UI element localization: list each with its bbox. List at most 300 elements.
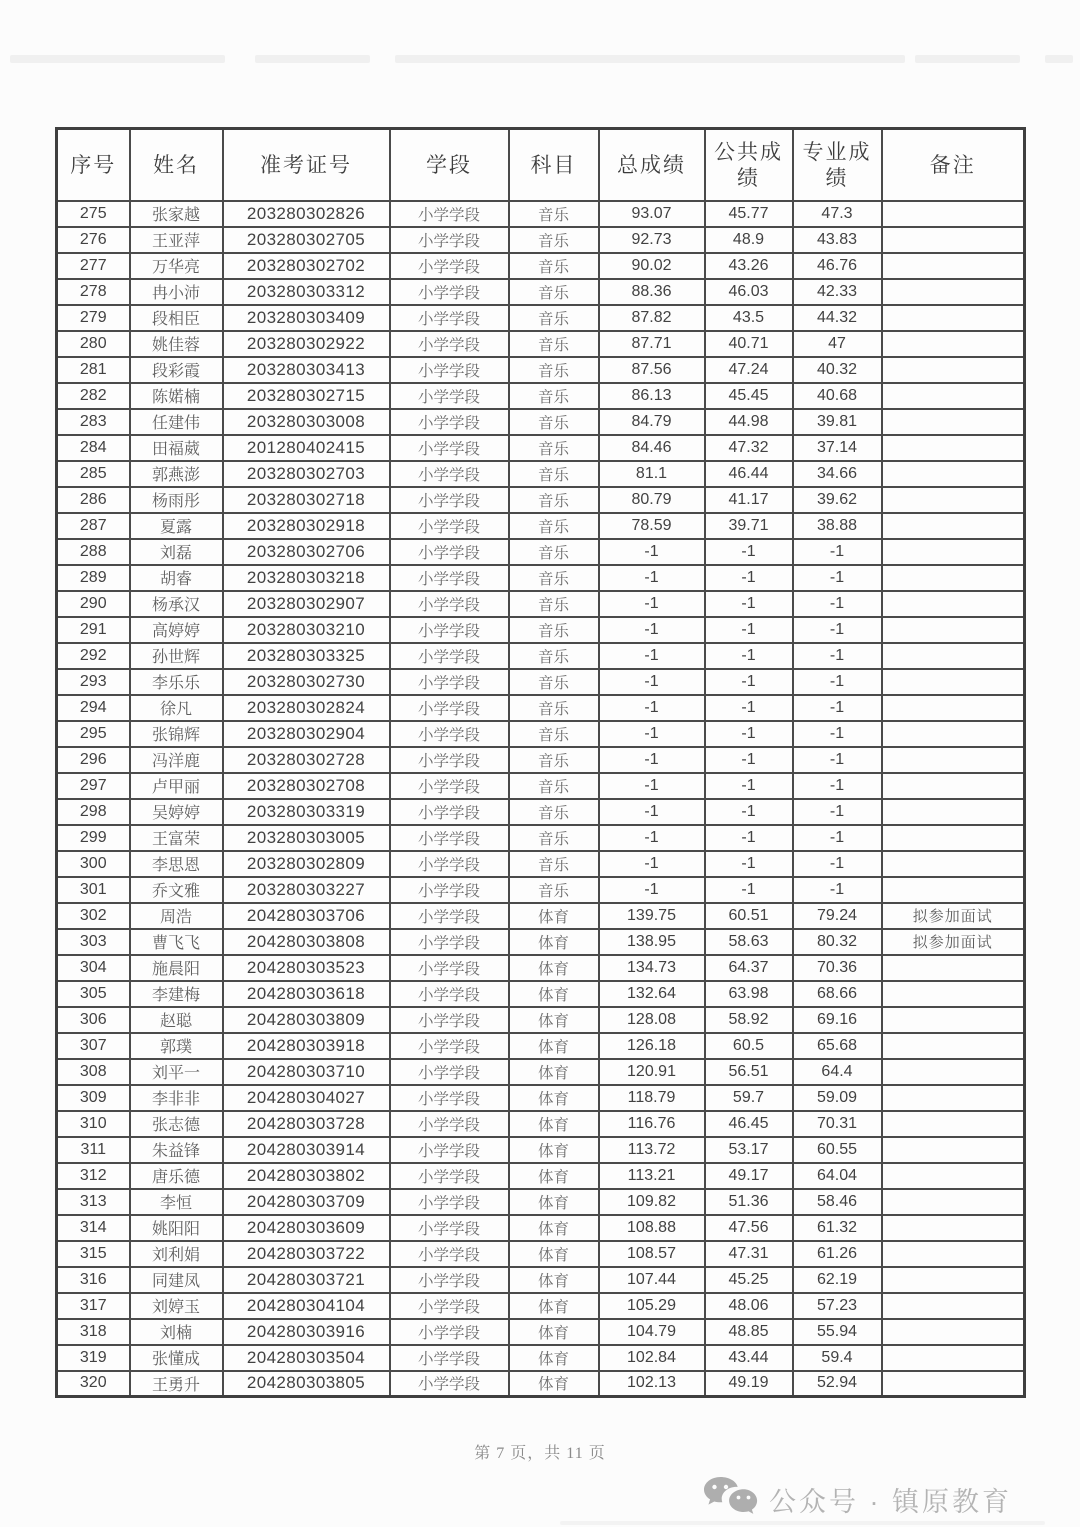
table-cell: 夏露 — [130, 513, 223, 539]
table-cell: 204280303706 — [223, 903, 390, 929]
table-cell — [882, 1007, 1025, 1033]
table-cell: 203280302702 — [223, 253, 390, 279]
table-cell: 小学学段 — [390, 1163, 509, 1189]
table-cell: 203280302705 — [223, 227, 390, 253]
table-cell: 317 — [57, 1293, 130, 1319]
table-cell: 41.17 — [705, 487, 793, 513]
table-cell: 小学学段 — [390, 513, 509, 539]
table-row — [57, 643, 1025, 669]
table-cell: 108.57 — [599, 1241, 705, 1267]
table-cell: 84.46 — [599, 435, 705, 461]
table-cell: 312 — [57, 1163, 130, 1189]
table-cell: 204280303722 — [223, 1241, 390, 1267]
table-cell: -1 — [705, 825, 793, 851]
table-cell: 279 — [57, 305, 130, 331]
table-cell: 203280303227 — [223, 877, 390, 903]
table-cell — [882, 253, 1025, 279]
table-cell — [882, 1059, 1025, 1085]
table-cell: 305 — [57, 981, 130, 1007]
column-header: 科目 — [509, 129, 599, 201]
table-cell: 刘楠 — [130, 1319, 223, 1345]
table-cell: -1 — [793, 643, 882, 669]
table-cell: 59.09 — [793, 1085, 882, 1111]
table-row — [57, 955, 1025, 981]
table-cell: 43.44 — [705, 1345, 793, 1371]
table-cell: 204280303808 — [223, 929, 390, 955]
table-cell: 113.21 — [599, 1163, 705, 1189]
table-cell: 陈婼楠 — [130, 383, 223, 409]
table-cell: 102.84 — [599, 1345, 705, 1371]
table-cell: 203280302904 — [223, 721, 390, 747]
table-cell: -1 — [599, 721, 705, 747]
table-cell: -1 — [793, 695, 882, 721]
table-row — [57, 539, 1025, 565]
table-cell: 203280302907 — [223, 591, 390, 617]
table-cell: 203280302826 — [223, 201, 390, 227]
table-cell: 44.98 — [705, 409, 793, 435]
column-header: 序号 — [57, 129, 130, 201]
table-cell: 303 — [57, 929, 130, 955]
table-cell: 小学学段 — [390, 279, 509, 305]
table-cell: 53.17 — [705, 1137, 793, 1163]
table-cell: 138.95 — [599, 929, 705, 955]
table-cell: 60.5 — [705, 1033, 793, 1059]
table-cell: 小学学段 — [390, 799, 509, 825]
table-cell: 小学学段 — [390, 565, 509, 591]
table-row — [57, 201, 1025, 227]
table-row — [57, 253, 1025, 279]
table-cell: 203280302730 — [223, 669, 390, 695]
table-cell: 52.94 — [793, 1371, 882, 1397]
table-row — [57, 331, 1025, 357]
table-cell: 小学学段 — [390, 305, 509, 331]
table-cell: 203280302708 — [223, 773, 390, 799]
table-cell: -1 — [599, 851, 705, 877]
table-cell — [882, 1137, 1025, 1163]
table-row — [57, 1007, 1025, 1033]
table-cell: -1 — [599, 591, 705, 617]
table-cell: 小学学段 — [390, 877, 509, 903]
table-cell: -1 — [705, 565, 793, 591]
table-cell: 小学学段 — [390, 1059, 509, 1085]
table-cell: 65.68 — [793, 1033, 882, 1059]
table-cell: 音乐 — [509, 695, 599, 721]
table-cell: 203280303005 — [223, 825, 390, 851]
table-cell: 40.68 — [793, 383, 882, 409]
table-cell: 音乐 — [509, 851, 599, 877]
table-cell — [882, 565, 1025, 591]
table-cell: 小学学段 — [390, 903, 509, 929]
table-cell — [882, 461, 1025, 487]
table-cell: 204280303802 — [223, 1163, 390, 1189]
table-row — [57, 825, 1025, 851]
table-cell: 47.3 — [793, 201, 882, 227]
table-cell: 204280303918 — [223, 1033, 390, 1059]
table-cell: 小学学段 — [390, 435, 509, 461]
table-cell: 46.76 — [793, 253, 882, 279]
table-cell: 田福葳 — [130, 435, 223, 461]
table-cell: 张锦辉 — [130, 721, 223, 747]
table-cell: 小学学段 — [390, 825, 509, 851]
table-cell: 43.26 — [705, 253, 793, 279]
table-cell: 张家越 — [130, 201, 223, 227]
table-cell: 体育 — [509, 981, 599, 1007]
table-cell: 体育 — [509, 1293, 599, 1319]
table-cell: 203280302922 — [223, 331, 390, 357]
table-cell: -1 — [793, 539, 882, 565]
table-cell: 315 — [57, 1241, 130, 1267]
table-cell: 58.46 — [793, 1189, 882, 1215]
table-header — [57, 129, 1025, 201]
table-cell: 王富荣 — [130, 825, 223, 851]
table-cell: 小学学段 — [390, 669, 509, 695]
table-cell: 音乐 — [509, 539, 599, 565]
table-row — [57, 669, 1025, 695]
table-cell: 320 — [57, 1371, 130, 1397]
table-cell: 61.32 — [793, 1215, 882, 1241]
table-cell: 小学学段 — [390, 981, 509, 1007]
table-cell: 音乐 — [509, 331, 599, 357]
table-cell: 302 — [57, 903, 130, 929]
table-cell: 音乐 — [509, 461, 599, 487]
table-cell: 张懂成 — [130, 1345, 223, 1371]
table-cell — [882, 1293, 1025, 1319]
table-cell: 体育 — [509, 1189, 599, 1215]
table-cell: 203280303325 — [223, 643, 390, 669]
table-cell: 40.71 — [705, 331, 793, 357]
table-cell: -1 — [705, 747, 793, 773]
table-cell: 小学学段 — [390, 1007, 509, 1033]
table-cell: 278 — [57, 279, 130, 305]
table-cell: -1 — [599, 539, 705, 565]
table-cell: 297 — [57, 773, 130, 799]
table-cell: 杨承汉 — [130, 591, 223, 617]
table-cell: 小学学段 — [390, 643, 509, 669]
table-row — [57, 513, 1025, 539]
table-row — [57, 1085, 1025, 1111]
table-cell: 204280303609 — [223, 1215, 390, 1241]
table-cell: 音乐 — [509, 409, 599, 435]
wechat-watermark — [703, 1476, 1012, 1523]
table-cell: 体育 — [509, 1163, 599, 1189]
table-cell: 310 — [57, 1111, 130, 1137]
table-cell: 李非非 — [130, 1085, 223, 1111]
table-cell: 296 — [57, 747, 130, 773]
table-cell: 84.79 — [599, 409, 705, 435]
table-cell: 86.13 — [599, 383, 705, 409]
table-cell: 体育 — [509, 1319, 599, 1345]
table-cell: -1 — [599, 669, 705, 695]
table-cell: 冉小沛 — [130, 279, 223, 305]
table-cell: 204280303504 — [223, 1345, 390, 1371]
table-cell: 体育 — [509, 1137, 599, 1163]
table-cell — [882, 1163, 1025, 1189]
table-cell: 204280304027 — [223, 1085, 390, 1111]
table-cell: 203280303312 — [223, 279, 390, 305]
table-cell: 70.31 — [793, 1111, 882, 1137]
table-cell: 小学学段 — [390, 773, 509, 799]
table-cell: 体育 — [509, 1059, 599, 1085]
scan-artifact — [10, 55, 225, 63]
table-cell: 39.62 — [793, 487, 882, 513]
table-cell: 57.23 — [793, 1293, 882, 1319]
table-cell: 126.18 — [599, 1033, 705, 1059]
table-cell: 47.31 — [705, 1241, 793, 1267]
table-cell: 小学学段 — [390, 201, 509, 227]
table-cell: 音乐 — [509, 513, 599, 539]
table-row — [57, 1137, 1025, 1163]
table-cell: -1 — [599, 877, 705, 903]
table-cell: 105.29 — [599, 1293, 705, 1319]
table-cell: 203280303218 — [223, 565, 390, 591]
table-cell: 69.16 — [793, 1007, 882, 1033]
table-cell — [882, 1241, 1025, 1267]
table-cell: 308 — [57, 1059, 130, 1085]
table-cell: 音乐 — [509, 227, 599, 253]
table-cell: 47.56 — [705, 1215, 793, 1241]
watermark-label: 公众号 · 镇原教育 — [769, 1487, 1012, 1517]
table-cell: 314 — [57, 1215, 130, 1241]
table-cell: 134.73 — [599, 955, 705, 981]
table-cell: 204280303914 — [223, 1137, 390, 1163]
table-cell: 李建梅 — [130, 981, 223, 1007]
wechat-icon — [703, 1476, 759, 1523]
table-cell: 刘磊 — [130, 539, 223, 565]
table-cell: 49.17 — [705, 1163, 793, 1189]
table-cell: 311 — [57, 1137, 130, 1163]
table-cell: -1 — [705, 877, 793, 903]
table-cell: 体育 — [509, 1241, 599, 1267]
table-cell: 60.51 — [705, 903, 793, 929]
table-cell: -1 — [705, 799, 793, 825]
table-row — [57, 721, 1025, 747]
table-row — [57, 591, 1025, 617]
table-cell: 280 — [57, 331, 130, 357]
table-cell: 87.71 — [599, 331, 705, 357]
table-cell: 小学学段 — [390, 591, 509, 617]
table-cell: 刘平一 — [130, 1059, 223, 1085]
table-cell: 刘婷玉 — [130, 1293, 223, 1319]
table-cell: 48.85 — [705, 1319, 793, 1345]
table-row — [57, 747, 1025, 773]
table-cell: 104.79 — [599, 1319, 705, 1345]
table-cell: 39.71 — [705, 513, 793, 539]
table-cell: 34.66 — [793, 461, 882, 487]
table-cell: 203280303413 — [223, 357, 390, 383]
table-cell — [882, 1267, 1025, 1293]
table-row — [57, 981, 1025, 1007]
table-cell: 285 — [57, 461, 130, 487]
table-cell: 李乐乐 — [130, 669, 223, 695]
table-cell: 37.14 — [793, 435, 882, 461]
table-cell: 体育 — [509, 1111, 599, 1137]
table-cell: 81.1 — [599, 461, 705, 487]
table-cell — [882, 1215, 1025, 1241]
table-cell: 109.82 — [599, 1189, 705, 1215]
table-cell: 299 — [57, 825, 130, 851]
table-cell: 59.4 — [793, 1345, 882, 1371]
table-cell: 音乐 — [509, 565, 599, 591]
table-cell: 46.44 — [705, 461, 793, 487]
column-header: 专业成绩 — [793, 129, 882, 201]
table-cell — [882, 201, 1025, 227]
column-header: 准考证号 — [223, 129, 390, 201]
table-cell: 284 — [57, 435, 130, 461]
table-cell: 小学学段 — [390, 357, 509, 383]
table-cell: 59.7 — [705, 1085, 793, 1111]
table-cell: 204280303710 — [223, 1059, 390, 1085]
table-cell: 曹飞飞 — [130, 929, 223, 955]
table-cell: 小学学段 — [390, 1111, 509, 1137]
table-row — [57, 1267, 1025, 1293]
table-row — [57, 903, 1025, 929]
scan-artifact — [915, 55, 1020, 63]
table-cell: 体育 — [509, 1371, 599, 1397]
table-cell: 小学学段 — [390, 1267, 509, 1293]
table-cell: 段相臣 — [130, 305, 223, 331]
table-cell: -1 — [599, 617, 705, 643]
table-cell: -1 — [705, 851, 793, 877]
table-cell: 38.88 — [793, 513, 882, 539]
table-cell: 300 — [57, 851, 130, 877]
table-cell: 45.45 — [705, 383, 793, 409]
table-cell: 92.73 — [599, 227, 705, 253]
table-cell: 姚佳蓉 — [130, 331, 223, 357]
table-cell — [882, 1189, 1025, 1215]
table-cell: 王亚萍 — [130, 227, 223, 253]
table-row — [57, 1319, 1025, 1345]
table-cell: 体育 — [509, 903, 599, 929]
table-cell: 音乐 — [509, 877, 599, 903]
table-cell — [882, 591, 1025, 617]
table-cell: 45.25 — [705, 1267, 793, 1293]
table-cell: 张志德 — [130, 1111, 223, 1137]
table-cell: 赵聪 — [130, 1007, 223, 1033]
table-cell: 冯洋鹿 — [130, 747, 223, 773]
table-cell: 203280303409 — [223, 305, 390, 331]
table-cell: 小学学段 — [390, 1293, 509, 1319]
table-cell: -1 — [705, 539, 793, 565]
table-cell: 40.32 — [793, 357, 882, 383]
table-cell: 204280303721 — [223, 1267, 390, 1293]
table-cell: 316 — [57, 1267, 130, 1293]
table-cell: 301 — [57, 877, 130, 903]
table-cell: 音乐 — [509, 643, 599, 669]
table-cell: -1 — [599, 747, 705, 773]
table-body — [57, 201, 1025, 1397]
table-row — [57, 1371, 1025, 1397]
table-row — [57, 461, 1025, 487]
table-cell: 80.32 — [793, 929, 882, 955]
table-cell: 唐乐德 — [130, 1163, 223, 1189]
table-cell — [882, 1371, 1025, 1397]
table-cell: 49.19 — [705, 1371, 793, 1397]
table-cell: 275 — [57, 201, 130, 227]
table-cell: 李思恩 — [130, 851, 223, 877]
table-row — [57, 1163, 1025, 1189]
table-cell: 胡睿 — [130, 565, 223, 591]
table-cell: 204280304104 — [223, 1293, 390, 1319]
table-cell: 306 — [57, 1007, 130, 1033]
table-cell: 87.82 — [599, 305, 705, 331]
table-cell: 128.08 — [599, 1007, 705, 1033]
table-cell: 体育 — [509, 1345, 599, 1371]
table-row — [57, 877, 1025, 903]
table-cell: -1 — [705, 695, 793, 721]
table-cell: 体育 — [509, 955, 599, 981]
table-cell: 小学学段 — [390, 617, 509, 643]
table-cell: 小学学段 — [390, 409, 509, 435]
table-cell: 刘利娟 — [130, 1241, 223, 1267]
table-row — [57, 305, 1025, 331]
table-cell: 47 — [793, 331, 882, 357]
table-cell — [882, 1085, 1025, 1111]
table-cell: 段彩霞 — [130, 357, 223, 383]
table-cell: 108.88 — [599, 1215, 705, 1241]
table-cell: 小学学段 — [390, 695, 509, 721]
table-cell: 小学学段 — [390, 955, 509, 981]
table-cell: 68.66 — [793, 981, 882, 1007]
table-cell: 309 — [57, 1085, 130, 1111]
table-cell: 203280303008 — [223, 409, 390, 435]
table-cell: 113.72 — [599, 1137, 705, 1163]
table-cell: 43.5 — [705, 305, 793, 331]
table-cell: -1 — [705, 721, 793, 747]
scan-artifact — [560, 1521, 1045, 1525]
table-cell — [882, 1033, 1025, 1059]
table-cell — [882, 799, 1025, 825]
table-cell: 音乐 — [509, 617, 599, 643]
table-row — [57, 1189, 1025, 1215]
table-cell: 乔文雅 — [130, 877, 223, 903]
table-cell: 289 — [57, 565, 130, 591]
table-cell: 体育 — [509, 1085, 599, 1111]
table-cell: 施晨阳 — [130, 955, 223, 981]
table-cell: 139.75 — [599, 903, 705, 929]
table-cell: 298 — [57, 799, 130, 825]
table-row — [57, 799, 1025, 825]
table-cell: 小学学段 — [390, 539, 509, 565]
table-cell: -1 — [705, 617, 793, 643]
table-cell: -1 — [599, 695, 705, 721]
table-cell: 87.56 — [599, 357, 705, 383]
table-row — [57, 383, 1025, 409]
table-cell — [882, 721, 1025, 747]
table-row — [57, 851, 1025, 877]
table-cell: 杨雨彤 — [130, 487, 223, 513]
table-cell: 58.92 — [705, 1007, 793, 1033]
column-header: 备注 — [882, 129, 1025, 201]
table-cell: -1 — [599, 825, 705, 851]
table-cell: 51.36 — [705, 1189, 793, 1215]
table-cell: 204280303916 — [223, 1319, 390, 1345]
table-cell: 体育 — [509, 1267, 599, 1293]
table-cell: 203280302703 — [223, 461, 390, 487]
table-cell: 万华亮 — [130, 253, 223, 279]
table-cell — [882, 435, 1025, 461]
table-cell: 卢甲丽 — [130, 773, 223, 799]
table-cell: 音乐 — [509, 669, 599, 695]
table-cell: 282 — [57, 383, 130, 409]
table-cell: -1 — [599, 565, 705, 591]
table-cell: 78.59 — [599, 513, 705, 539]
table-cell: 290 — [57, 591, 130, 617]
table-cell: -1 — [793, 721, 882, 747]
table-cell: 64.37 — [705, 955, 793, 981]
table-cell: -1 — [705, 591, 793, 617]
table-cell: 204280303618 — [223, 981, 390, 1007]
table-cell: 47.32 — [705, 435, 793, 461]
